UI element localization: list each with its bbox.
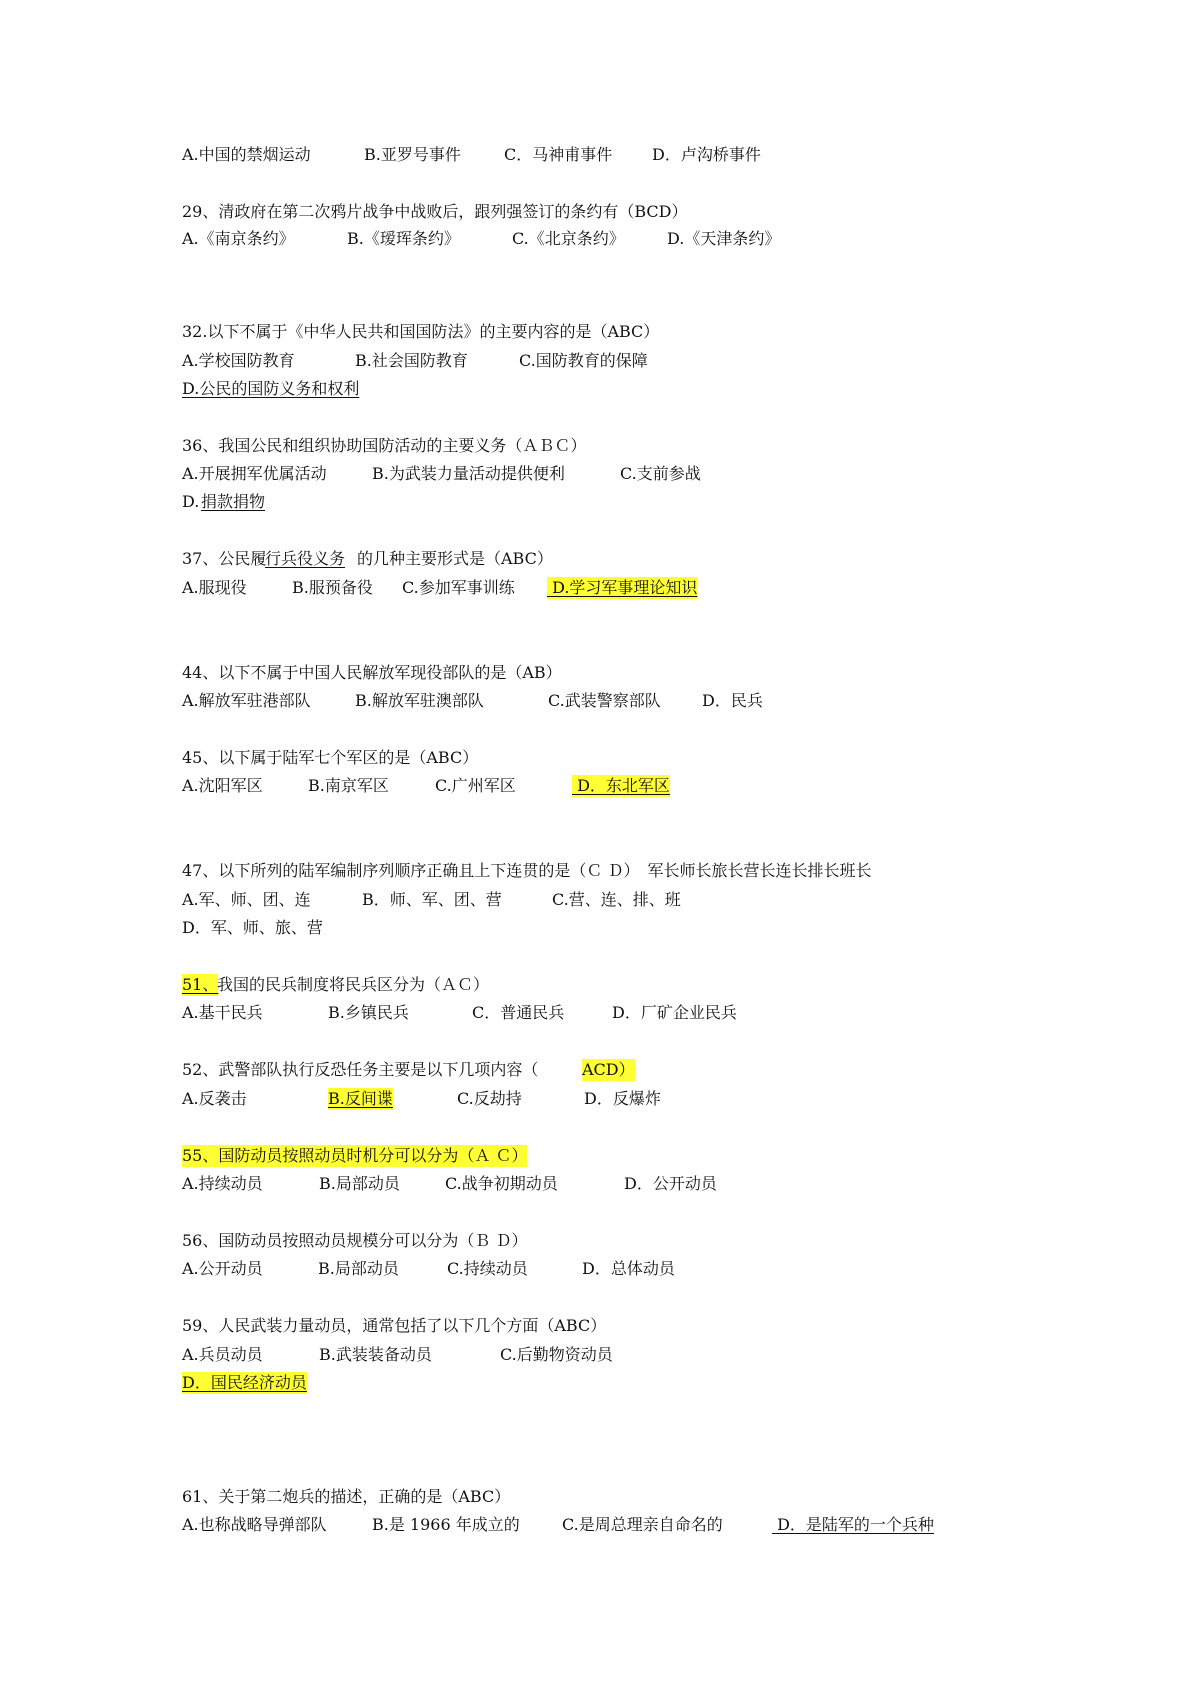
option-b: B.《瑷珲条约》 (347, 229, 460, 248)
q51-number: 51、 (182, 975, 219, 994)
q55-stem-text: 55、国防动员按照动员时机分可以分为（Ａ Ｃ） (182, 1146, 528, 1165)
q45-stem: 45、以下属于陆军七个军区的是（ABC） (182, 748, 479, 767)
option-b: B.乡镇民兵 (328, 1003, 409, 1022)
q37-stem-part1: 37、公民履 (182, 549, 267, 568)
option-a: A.公开动员 (182, 1259, 263, 1278)
option-c: C.广州军区 (435, 776, 516, 795)
option-a: A.沈阳军区 (182, 776, 263, 795)
option-c: C.《北京条约》 (512, 229, 625, 248)
option-b: B.社会国防教育 (355, 351, 468, 370)
option-b: B.局部动员 (319, 1174, 400, 1193)
option-b: B.是 1966 年成立的 (372, 1515, 520, 1534)
option-c: C.持续动员 (447, 1259, 528, 1278)
q61-stem: 61、关于第二炮兵的描述，正确的是（ABC） (182, 1487, 511, 1506)
option-d: D.《天津条约》 (667, 229, 781, 248)
option-b: B.解放军驻澳部队 (355, 691, 484, 710)
option-b: B.为武装力量活动提供便利 (372, 464, 565, 483)
option-d: D.公民的国防义务和权利 (182, 379, 360, 398)
option-a: A.开展拥军优属活动 (182, 464, 327, 483)
option-a: A.服现役 (182, 578, 247, 597)
option-c: C.战争初期动员 (445, 1174, 558, 1193)
option-b: B.亚罗号事件 (364, 145, 461, 164)
option-c: C.营、连、排、班 (552, 890, 681, 909)
option-b: B.局部动员 (318, 1259, 399, 1278)
option-d: D．总体动员 (582, 1259, 675, 1278)
q52-answer: ACD） (582, 1060, 635, 1079)
option-d: D．军、师、旅、营 (182, 918, 323, 937)
option-d: D．公开动员 (624, 1174, 717, 1193)
option-b: B.服预备役 (292, 578, 373, 597)
option-c: C.国防教育的保障 (519, 351, 648, 370)
option-a: A.反袭击 (182, 1089, 247, 1108)
option-a: A.学校国防教育 (182, 351, 295, 370)
option-d: D．反爆炸 (584, 1089, 661, 1108)
option-b: B.南京军区 (308, 776, 389, 795)
option-a: A.基干民兵 (182, 1003, 263, 1022)
option-b: B．师、军、团、营 (362, 890, 502, 909)
option-c: C．普通民兵 (472, 1003, 565, 1022)
option-a: A.持续动员 (182, 1174, 263, 1193)
option-a: A.中国的禁烟运动 (182, 145, 311, 164)
option-c: C．马神甫事件 (504, 145, 613, 164)
option-d: D．民兵 (702, 691, 763, 710)
q59-stem: 59、人民武装力量动员，通常包括了以下几个方面（ABC） (182, 1316, 607, 1335)
option-d: D．东北军区 (572, 776, 670, 795)
q37-stem-part2: 行兵役义务 (265, 549, 346, 568)
q32-stem: 32.以下不属于《中华人民共和国国防法》的主要内容的是（ABC） (182, 322, 660, 341)
option-c: C.是周总理亲自命名的 (562, 1515, 723, 1534)
q51-stem-text: 我国的民兵制度将民兵区分为（ＡＣ） (217, 975, 490, 994)
option-b: B.武装装备动员 (319, 1345, 432, 1364)
q37-stem-part3: 的几种主要形式是（ABC） (357, 549, 553, 568)
q29-stem: 29、清政府在第二次鸦片战争中战败后，跟列强签订的条约有（BCD） (182, 202, 688, 221)
q61-options (182, 1514, 934, 1646)
option-c: C.反劫持 (457, 1089, 522, 1108)
option-d: D.学习军事理论知识 (547, 578, 698, 597)
option-a: A.解放军驻港部队 (182, 691, 311, 710)
option-a: A.也称战略导弹部队 (182, 1515, 327, 1534)
option-d: D．厂矿企业民兵 (612, 1003, 737, 1022)
option-d: D．卢沟桥事件 (652, 145, 761, 164)
q59-option-d-line (182, 1372, 307, 1438)
option-d-prefix: D. (182, 492, 200, 511)
option-b: B.反间谍 (328, 1089, 393, 1108)
option-d: D．国民经济动员 (182, 1373, 307, 1392)
q44-stem: 44、以下不属于中国人民解放军现役部队的是（AB） (182, 663, 562, 682)
option-c: C.参加军事训练 (402, 578, 515, 597)
q52-stem-text: 52、武警部队执行反恐任务主要是以下几项内容（ (182, 1060, 539, 1079)
option-c: C.后勤物资动员 (500, 1345, 613, 1364)
option-d: D．是陆军的一个兵种 (772, 1515, 934, 1534)
q36-stem: 36、我国公民和组织协助国防活动的主要义务（ＡＢＣ） (182, 436, 587, 455)
option-a: A.兵员动员 (182, 1345, 263, 1364)
option-a: A.军、师、团、连 (182, 890, 311, 909)
option-d: 捐款捐物 (201, 492, 266, 511)
option-c: C.支前参战 (620, 464, 701, 483)
q47-stem: 47、以下所列的陆军编制序列顺序正确且上下连贯的是（Ｃ Ｄ） 军长师长旅长营长连长排长班长 (182, 861, 872, 880)
q56-stem: 56、国防动员按照动员规模分可以分为（Ｂ Ｄ） (182, 1231, 528, 1250)
option-a: A.《南京条约》 (182, 229, 295, 248)
option-c: C.武装警察部队 (548, 691, 661, 710)
